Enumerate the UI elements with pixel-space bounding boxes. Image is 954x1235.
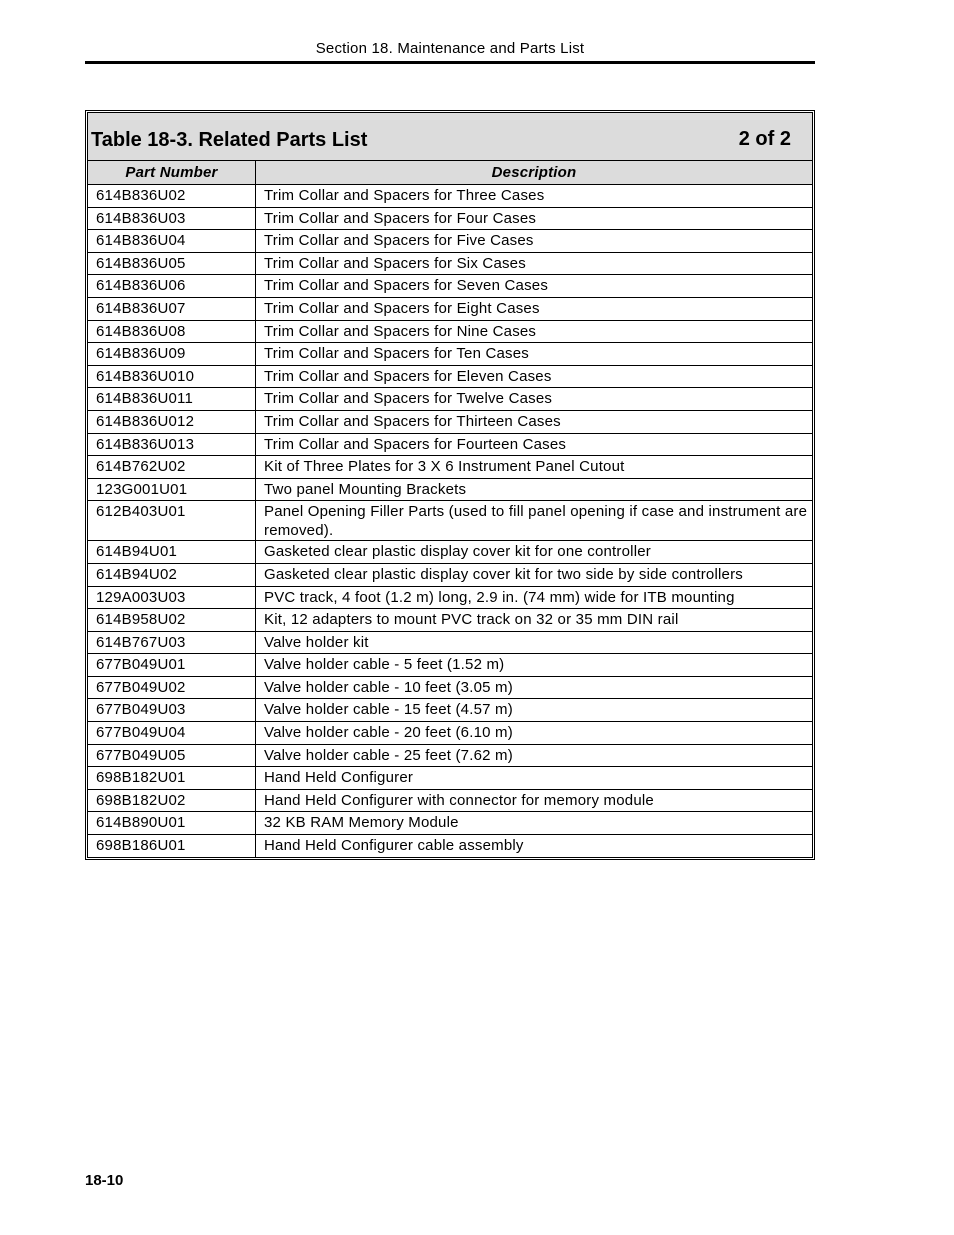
- description-cell: Trim Collar and Spacers for Eleven Cases: [256, 365, 813, 388]
- table-row: [88, 609, 813, 632]
- description-cell: Valve holder cable - 5 feet (1.52 m): [256, 654, 813, 677]
- column-header-description: Description: [256, 161, 813, 185]
- part-number-cell: 677B049U02: [88, 676, 256, 699]
- section-header: Section 18. Maintenance and Parts List: [315, 40, 585, 57]
- table-row: [88, 433, 813, 456]
- table-row: [88, 744, 813, 767]
- table-row: [88, 388, 813, 411]
- part-number-cell: 614B836U011: [88, 388, 256, 411]
- part-number-cell: 614B836U013: [88, 433, 256, 456]
- description-cell: Gasketed clear plastic display cover kit for one controller: [256, 541, 813, 564]
- description-cell: Trim Collar and Spacers for Three Cases: [256, 185, 813, 208]
- table-row: [88, 586, 813, 609]
- part-number-cell: 614B94U01: [88, 541, 256, 564]
- column-header-part-number: Part Number: [88, 161, 256, 185]
- table-row: [88, 297, 813, 320]
- description-cell: Kit, 12 adapters to mount PVC track on 32 or 35 mm DIN rail: [256, 609, 813, 632]
- table-row: [88, 252, 813, 275]
- description-cell: Panel Opening Filler Parts (used to fill panel opening if case and instrument are removed).: [256, 501, 813, 541]
- parts-table-frame: [85, 110, 815, 860]
- part-number-cell: 677B049U04: [88, 722, 256, 745]
- part-number-cell: 612B403U01: [88, 501, 256, 541]
- header-rule: [85, 61, 815, 64]
- description-cell: Trim Collar and Spacers for Six Cases: [256, 252, 813, 275]
- description-cell: Trim Collar and Spacers for Five Cases: [256, 230, 813, 253]
- part-number-cell: 614B762U02: [88, 456, 256, 479]
- part-number-cell: 614B836U02: [88, 185, 256, 208]
- table-row: [88, 343, 813, 366]
- table-row: [88, 501, 813, 541]
- table-row: [88, 699, 813, 722]
- part-number-cell: 677B049U03: [88, 699, 256, 722]
- part-number-cell: 614B836U03: [88, 207, 256, 230]
- table-header-row: [88, 161, 813, 185]
- description-cell: Hand Held Configurer with connector for memory module: [256, 789, 813, 812]
- table-row: [88, 275, 813, 298]
- part-number-cell: 677B049U01: [88, 654, 256, 677]
- table-row: [88, 456, 813, 479]
- table-title: Table 18-3. Related Parts List: [91, 129, 368, 151]
- description-cell: Two panel Mounting Brackets: [256, 478, 813, 501]
- part-number-cell: 614B890U01: [88, 812, 256, 835]
- table-row: [88, 563, 813, 586]
- description-cell: Trim Collar and Spacers for Thirteen Cases: [256, 410, 813, 433]
- part-number-cell: 677B049U05: [88, 744, 256, 767]
- table-row: [88, 410, 813, 433]
- description-cell: Valve holder cable - 25 feet (7.62 m): [256, 744, 813, 767]
- part-number-cell: 614B767U03: [88, 631, 256, 654]
- part-number-cell: 614B836U07: [88, 297, 256, 320]
- description-cell: Trim Collar and Spacers for Seven Cases: [256, 275, 813, 298]
- part-number-cell: 614B836U012: [88, 410, 256, 433]
- description-cell: Trim Collar and Spacers for Fourteen Cases: [256, 433, 813, 456]
- description-cell: PVC track, 4 foot (1.2 m) long, 2.9 in. (74 mm) wide for ITB mounting: [256, 586, 813, 609]
- table-row: [88, 365, 813, 388]
- table-row: [88, 789, 813, 812]
- description-cell: 32 KB RAM Memory Module: [256, 812, 813, 835]
- part-number-cell: 614B836U010: [88, 365, 256, 388]
- description-cell: Valve holder cable - 15 feet (4.57 m): [256, 699, 813, 722]
- table-row: [88, 722, 813, 745]
- table-row: [88, 812, 813, 835]
- table-row: [88, 835, 813, 858]
- description-cell: Trim Collar and Spacers for Eight Cases: [256, 297, 813, 320]
- table-row: [88, 676, 813, 699]
- description-cell: Trim Collar and Spacers for Four Cases: [256, 207, 813, 230]
- description-cell: Hand Held Configurer cable assembly: [256, 835, 813, 858]
- table-row: [88, 767, 813, 790]
- table-row: [88, 320, 813, 343]
- description-cell: Trim Collar and Spacers for Nine Cases: [256, 320, 813, 343]
- part-number-cell: 698B186U01: [88, 835, 256, 858]
- part-number-cell: 614B836U09: [88, 343, 256, 366]
- table-title-bar: [87, 112, 813, 160]
- part-number-cell: 123G001U01: [88, 478, 256, 501]
- part-number-cell: 698B182U01: [88, 767, 256, 790]
- part-number-cell: 614B94U02: [88, 563, 256, 586]
- table-row: [88, 230, 813, 253]
- part-number-cell: 614B958U02: [88, 609, 256, 632]
- description-cell: Trim Collar and Spacers for Ten Cases: [256, 343, 813, 366]
- table-row: [88, 185, 813, 208]
- part-number-cell: 129A003U03: [88, 586, 256, 609]
- page-number: 18-10: [85, 1172, 124, 1189]
- description-cell: Valve holder cable - 10 feet (3.05 m): [256, 676, 813, 699]
- description-cell: Trim Collar and Spacers for Twelve Cases: [256, 388, 813, 411]
- part-number-cell: 614B836U06: [88, 275, 256, 298]
- table-row: [88, 207, 813, 230]
- description-cell: Valve holder kit: [256, 631, 813, 654]
- part-number-cell: 698B182U02: [88, 789, 256, 812]
- table-row: [88, 541, 813, 564]
- description-cell: Valve holder cable - 20 feet (6.10 m): [256, 722, 813, 745]
- part-number-cell: 614B836U04: [88, 230, 256, 253]
- table-row: [88, 478, 813, 501]
- part-number-cell: 614B836U08: [88, 320, 256, 343]
- part-number-cell: 614B836U05: [88, 252, 256, 275]
- table-page-indicator: 2 of 2: [738, 128, 791, 150]
- description-cell: Gasketed clear plastic display cover kit for two side by side controllers: [256, 563, 813, 586]
- parts-table: [87, 160, 813, 858]
- description-cell: Hand Held Configurer: [256, 767, 813, 790]
- table-row: [88, 631, 813, 654]
- description-cell: Kit of Three Plates for 3 X 6 Instrument Panel Cutout: [256, 456, 813, 479]
- table-row: [88, 654, 813, 677]
- table-body: [88, 185, 813, 858]
